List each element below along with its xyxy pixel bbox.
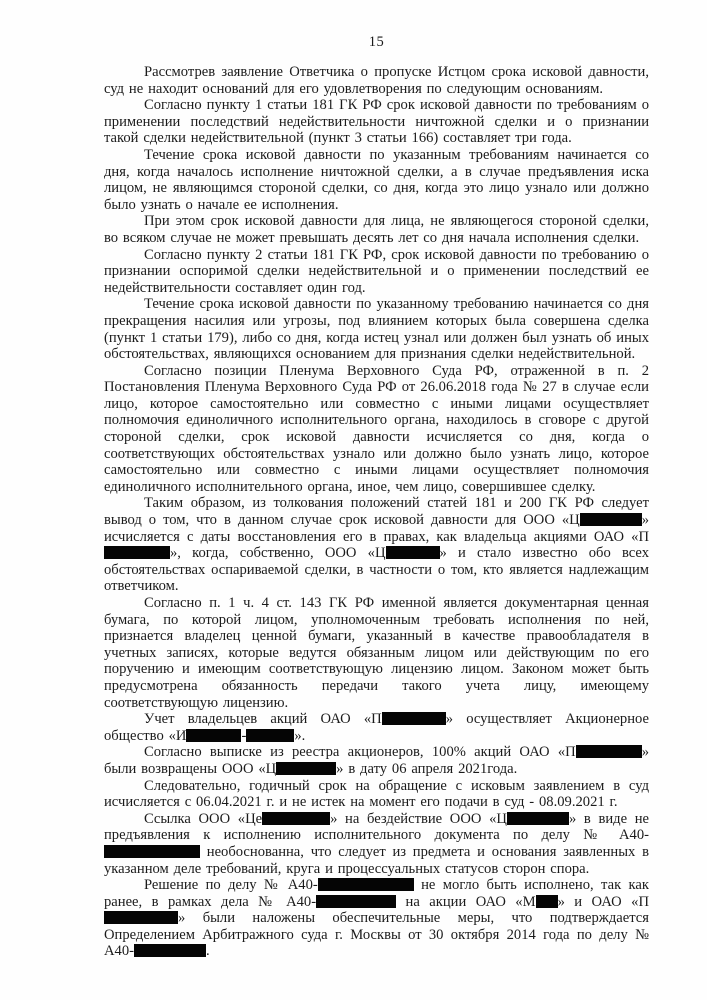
redaction-bar xyxy=(382,712,446,725)
redaction-bar xyxy=(276,762,336,775)
redaction-bar xyxy=(580,513,642,526)
redaction-bar xyxy=(536,895,558,908)
paragraph: Согласно п. 1 ч. 4 ст. 143 ГК РФ именной является документарная ценная бумага, по которой лицом, уполномоченным требовать исполнения по ней, признается владелец ценной бумаги, указанный в качестве правообладателя в учетных записях, которые ведутся обязанным лицом или действующим по его поручению и имеющим соответствующую лицензию лицом. Законом может быть предусмотрена обязанность передачи такого учета лицу, имеющему соответствующую лицензию. xyxy=(104,595,649,711)
paragraph: При этом срок исковой давности для лица, не являющегося стороной сделки, во всяком случае не может превышать десять лет со дня начала исполнения сделки. xyxy=(104,213,649,246)
page-number: 15 xyxy=(368,34,385,50)
redaction-bar xyxy=(104,911,178,924)
redaction-bar xyxy=(186,729,241,742)
redaction-bar xyxy=(246,729,294,742)
paragraph: Согласно выписке из реестра акционеров, 100% акций ОАО «П » были возвращены ООО «Ц » в дату 06 апреля 2021года. xyxy=(104,744,649,777)
paragraph: Рассмотрев заявление Ответчика о пропуске Истцом срока исковой давности, суд не находит оснований для его удовлетворения по следующим основаниям. xyxy=(104,64,649,97)
redaction-bar xyxy=(316,895,396,908)
document-body xyxy=(104,64,649,960)
paragraph: Согласно пункту 2 статьи 181 ГК РФ, срок исковой давности по требованию о признании оспоримой сделки недействительной и о применении последствий ее недействительности составляет один год. xyxy=(104,246,649,296)
paragraph: Ссылка ООО «Це » на бездействие ООО «Ц » в виде не предъявления к исполнению исполнительного документа по делу № А40- необоснованна, что следует из предмета и основания заявленных в указанном деле требований, круга и процессуальных статусов сторон спора. xyxy=(104,810,650,877)
paragraph: Решение по делу № А40- не могло быть исполнено, так как ранее, в рамках дела № А40- на акции ОАО «М » и ОАО «П» были наложены обеспечительные меры, что подтверждается Определением Арбитражного суда г. Москвы от 30 октября 2014 года по делу № А40- . xyxy=(104,877,649,960)
redaction-bar xyxy=(134,944,206,957)
paragraph: Течение срока исковой давности по указанным требованиям начинается со дня, когда началось исполнение ничтожной сделки, а в случае предъявления иска лицом, не являющимся стороной сделки, со дня, когда это лицо узнало или должно было узнать о начале ее исполнения. xyxy=(104,146,649,213)
redaction-bar xyxy=(104,845,200,858)
paragraph: Учет владельцев акций ОАО «П » осуществляет Акционерное общество «И - ». xyxy=(104,711,649,744)
redaction-bar xyxy=(104,546,170,559)
redaction-bar xyxy=(386,546,440,559)
paragraph: Таким образом, из толкования положений статей 181 и 200 ГК РФ следует вывод о том, что в данном случае срок исковой давности для ООО «Ц » исчисляется с даты восстановления его в правах, как владельца акциями ОАО «П», когда, собственно, ООО «Ц » и стало известно обо всех обстоятельствах оспариваемой сделки, в частности о том, кто является надлежащим ответчиком. xyxy=(104,495,649,595)
paragraph: Течение срока исковой давности по указанному требованию начинается со дня прекращения насилия или угрозы, под влиянием которых была совершена сделка (пункт 1 статьи 179), либо со дня, когда истец узнал или должен был узнать об иных обстоятельствах, являющихся основанием для признания сделки недействительной. xyxy=(104,296,649,363)
redaction-bar xyxy=(507,812,569,825)
paragraph: Согласно пункту 1 статьи 181 ГК РФ срок исковой давности по требованиям о применении последствий недействительности ничтожной сделки и о признании такой сделки недействительной (пункт 3 статьи 166) составляет три года. xyxy=(104,97,649,147)
redaction-bar xyxy=(318,878,414,891)
paragraph: Согласно позиции Пленума Верховного Суда РФ, отраженной в п. 2 Постановления Пленума Верховного Суда РФ от 26.06.2018 года № 27 в случае если лицо, которое самостоятельно или совместно с иными лицами осуществляет полномочия единоличного исполнительного органа, находилось в сговоре с другой стороной сделки, срок исковой давности исчисляется со дня, когда о соответствующих обстоятельствах узнало или должно было узнать лицо, которое самостоятельно или совместно с иными лицами осуществляет полномочия единоличного исполнительного органа, иное, чем лицо, совершившее сделку. xyxy=(104,362,649,495)
redaction-bar xyxy=(262,812,330,825)
paragraph: Следовательно, годичный срок на обращение с исковым заявлением в суд исчисляется с 06.04.2021 г. и не истек на момент его подачи в суд - 08.09.2021 г. xyxy=(104,777,649,811)
redaction-bar xyxy=(576,745,642,758)
